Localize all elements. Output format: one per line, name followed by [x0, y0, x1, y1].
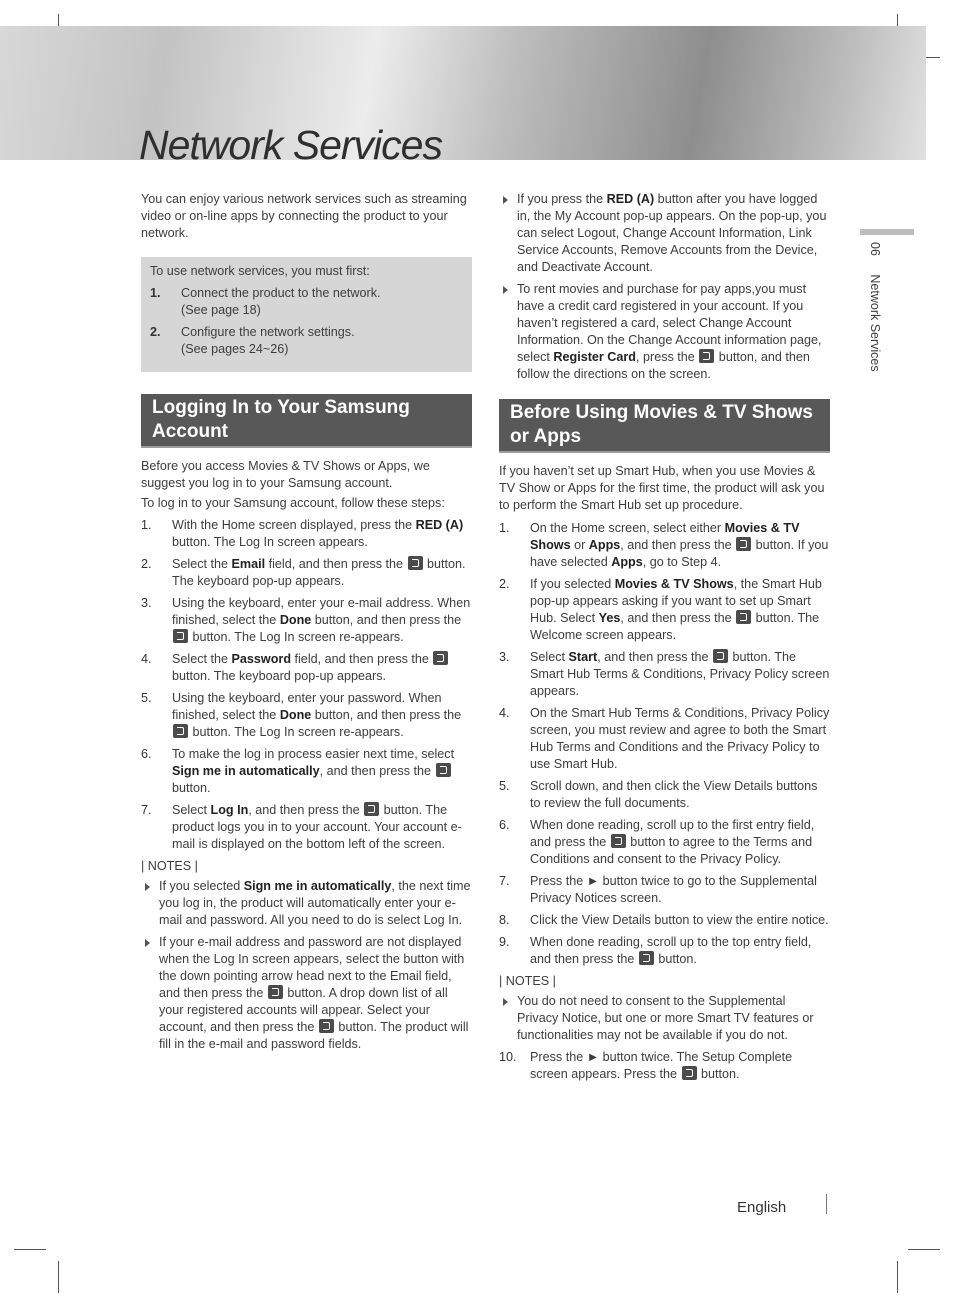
step-item [141, 690, 472, 741]
step-number: 10. [499, 1050, 517, 1064]
step-text: field, and then press the [265, 557, 407, 571]
step-text: Select [172, 803, 211, 817]
prereq-intro: To use network services, you must first: [150, 264, 370, 278]
step-number: 6. [141, 747, 152, 761]
step-text: button. The Log In screen re-appears. [189, 725, 404, 739]
login-steps-intro: To log in to your Samsung account, follow these steps: [141, 496, 445, 510]
enter-button-icon [736, 537, 751, 551]
crop-mark [14, 1249, 46, 1250]
step-emphasis: Apps [611, 555, 643, 569]
note-item: You do not need to consent to the Supplemental Privacy Notice, but one or more Smart TV features or functionalities may not be available if you do not. [499, 993, 830, 1044]
step-item [499, 576, 830, 644]
note-emphasis: Register Card [553, 350, 636, 364]
step-text: button, and then press the [311, 613, 462, 627]
step-item [499, 873, 830, 907]
enter-button-icon [433, 651, 448, 665]
step-text: button. [697, 1067, 740, 1081]
enter-button-icon [268, 985, 283, 999]
step-text: button. [654, 952, 697, 966]
step-text: button. [172, 781, 211, 795]
page-title: Network Services [139, 122, 442, 168]
footer-divider [826, 1194, 827, 1214]
step-text: , the Smart Hub pop-up appears asking if you want to set up Smart Hub. Select [530, 577, 822, 625]
step-text: , and then press the [620, 611, 736, 625]
note-text: If you selected [159, 879, 244, 893]
note-item [499, 281, 830, 383]
enter-button-icon [736, 610, 751, 624]
prereq-number: 2. [150, 325, 161, 339]
note-text: , the next time you log in, the product will automatically enter your e-mail and password. All you need to do is select Log In. [159, 879, 471, 927]
note-text: button. The product will fill in the e-mail and password fields. [159, 1020, 469, 1051]
step-item [499, 705, 830, 773]
footer-language: English [737, 1199, 787, 1216]
step-text: Click the View Details button to view the entire notice. [530, 913, 829, 927]
step-text: , and then press the [597, 650, 713, 664]
step-number: 7. [499, 874, 510, 888]
step-text: On the Smart Hub Terms & Conditions, Privacy Policy screen, you must review and agree to both the Smart Hub Terms and Conditions and the Privacy Policy to use Smart Hub. [530, 706, 830, 771]
step-item [141, 517, 472, 551]
step-emphasis: Movies & TV Shows [614, 577, 734, 591]
chapter-label: Network Services [868, 274, 882, 372]
enter-button-icon [408, 556, 423, 570]
step-number: 4. [141, 652, 152, 666]
chapter-tab-bar [860, 229, 914, 235]
enter-button-icon [611, 834, 626, 848]
enter-button-icon [699, 349, 714, 363]
login-notes [141, 878, 472, 1053]
step-text: To make the log in process easier next time, select [172, 747, 455, 761]
step-item [141, 746, 472, 797]
step-number: 8. [499, 913, 510, 927]
step-text: Using the keyboard, enter your e-mail address. When finished, select the [172, 596, 471, 627]
prereq-number: 1. [150, 286, 161, 300]
step-text: button. If you have selected [530, 538, 829, 569]
step-item [499, 649, 830, 700]
prereq-page-ref: (See pages 24~26) [181, 342, 289, 356]
step-text: When done reading, scroll up to the first entry field, and press the [530, 818, 815, 849]
step-number: 5. [499, 779, 510, 793]
step-text: button. The product logs you in to your account. Your account e-mail is displayed on the bottom left of the screen. [172, 803, 462, 851]
step-text: button. The keyboard pop-up appears. [172, 557, 466, 588]
enter-button-icon [319, 1019, 334, 1033]
chapter-number: 06 [868, 242, 882, 256]
section-heading-before-using: Before Using Movies & TV Shows or Apps [499, 399, 830, 453]
before-intro: If you haven’t set up Smart Hub, when you use Movies & TV Show or Apps for the first time, the product will ask you to perform the Smart Hub set up procedure. [499, 464, 825, 512]
step-number: 3. [141, 596, 152, 610]
step-text: button, and then press the [311, 708, 462, 722]
step-emphasis: Movies & TV Shows [530, 521, 800, 552]
step-text: Press the ► button twice to go to the Supplemental Privacy Notices screen. [530, 874, 817, 905]
login-steps [141, 517, 472, 853]
prereq-item [150, 324, 463, 358]
note-text: button, and then follow the directions on the screen. [517, 350, 810, 381]
intro-text: You can enjoy various network services such as streaming video or on-line apps by connecting the product to your network. [141, 192, 467, 240]
step-number: 3. [499, 650, 510, 664]
step-number: 1. [141, 518, 152, 532]
step-text: Using the keyboard, enter your password. When finished, select the [172, 691, 442, 722]
prereq-item [150, 285, 463, 319]
step-text: , and then press the [248, 803, 364, 817]
setup-steps [499, 520, 830, 968]
enter-button-icon [639, 951, 654, 965]
step-text: When done reading, scroll up to the top entry field, and then press the [530, 935, 812, 966]
step-item [499, 817, 830, 868]
step-text: button. The Log In screen re-appears. [189, 630, 404, 644]
step-text: field, and then press the [291, 652, 433, 666]
step-text: , and then press the [319, 764, 435, 778]
step-number: 2. [141, 557, 152, 571]
step-number: 6. [499, 818, 510, 832]
step-text: button. The keyboard pop-up appears. [172, 669, 387, 683]
step-number: 7. [141, 803, 152, 817]
account-notes [499, 191, 830, 383]
prereq-page-ref: (See page 18) [181, 303, 261, 317]
step-text: On the Home screen, select either [530, 521, 725, 535]
step-text: Select the [172, 652, 232, 666]
login-intro: Before you access Movies & TV Shows or Apps, we suggest you log in to your Samsung account. [141, 459, 430, 490]
step-text: If you selected [530, 577, 615, 591]
note-text: , press the [636, 350, 699, 364]
step-emphasis: Password [231, 652, 292, 666]
step-item [141, 595, 472, 646]
step-item [499, 912, 830, 929]
step-text: Select the [172, 557, 232, 571]
step-emphasis: Apps [588, 538, 621, 552]
step-text: , and then press the [620, 538, 736, 552]
crop-mark [58, 1261, 59, 1293]
notes-label: | NOTES | [499, 974, 556, 988]
prereq-text: Configure the network settings. [181, 325, 355, 339]
step-emphasis: Yes [598, 611, 621, 625]
section-heading-login: Logging In to Your Samsung Account [141, 394, 472, 448]
enter-button-icon [713, 649, 728, 663]
step-number: 2. [499, 577, 510, 591]
step-emphasis: Start [568, 650, 598, 664]
enter-button-icon [364, 802, 379, 816]
step-item [499, 520, 830, 571]
step-text: button. The Smart Hub Terms & Conditions, Privacy Policy screen appears. [530, 650, 830, 698]
note-emphasis: Sign me in automatically [243, 879, 392, 893]
step-text: Scroll down, and then click the View Details buttons to review the full documents. [530, 779, 818, 810]
step-item [141, 556, 472, 590]
chapter-tab [864, 242, 882, 392]
step-number: 9. [499, 935, 510, 949]
left-column [141, 191, 472, 1058]
step-emphasis: Done [279, 708, 312, 722]
step-item [141, 802, 472, 853]
step-emphasis: Email [231, 557, 266, 571]
note-text: If you press the [517, 192, 607, 206]
enter-button-icon [173, 724, 188, 738]
step-text: With the Home screen displayed, press the [172, 518, 416, 532]
step-text: or [570, 538, 589, 552]
enter-button-icon [436, 763, 451, 777]
notes-label: | NOTES | [141, 859, 198, 873]
note-text: button after you have logged in, the My Account pop-up appears. On the pop-up, you can select Logout, Change Account Information, Link Service Accounts, Remove Accounts from the Device, and Deactivate Account. [517, 192, 827, 274]
step-emphasis: Log In [210, 803, 249, 817]
step-text: button. The Log In screen appears. [172, 535, 368, 549]
crop-mark [897, 1261, 898, 1293]
step-item [499, 778, 830, 812]
step-number: 4. [499, 706, 510, 720]
step-text: Press the ► button twice. The Setup Complete screen appears. Press the [530, 1050, 793, 1081]
note-item [141, 934, 472, 1053]
note-text: button. A drop down list of all your registered accounts will appear. Select your account, and then press the [159, 986, 448, 1034]
step-emphasis: Done [279, 613, 312, 627]
prerequisites-box [141, 257, 472, 372]
prereq-text: Connect the product to the network. [181, 286, 381, 300]
setup-notes [499, 993, 830, 1044]
step-number: 5. [141, 691, 152, 705]
setup-steps-continued [499, 1049, 830, 1083]
note-item [499, 191, 830, 276]
step-emphasis: Sign me in automatically [172, 764, 320, 778]
enter-button-icon [173, 629, 188, 643]
step-number: 1. [499, 521, 510, 535]
note-text: To rent movies and purchase for pay apps,you must have a credit card registered in your account. If you haven’t registered a card, select Change Account Information. On the Change Account information page, select [517, 282, 822, 364]
enter-button-icon [682, 1066, 697, 1080]
step-text: button to agree to the Terms and Conditions and consent to the Privacy Policy. [530, 835, 813, 866]
step-emphasis: RED (A) [415, 518, 464, 532]
note-item [141, 878, 472, 929]
step-text: , go to Step 4. [642, 555, 722, 569]
step-item [141, 651, 472, 685]
step-text: button. The Welcome screen appears. [530, 611, 820, 642]
step-item [499, 934, 830, 968]
step-item [499, 1049, 830, 1083]
note-text: If your e-mail address and password are not displayed when the Log In screen appears, select the button with the down pointing arrow head next to the Email field, and then press the [159, 935, 465, 1000]
right-column [499, 191, 830, 1088]
crop-mark [908, 1249, 940, 1250]
step-text: Select [530, 650, 569, 664]
note-emphasis: RED (A) [606, 192, 655, 206]
